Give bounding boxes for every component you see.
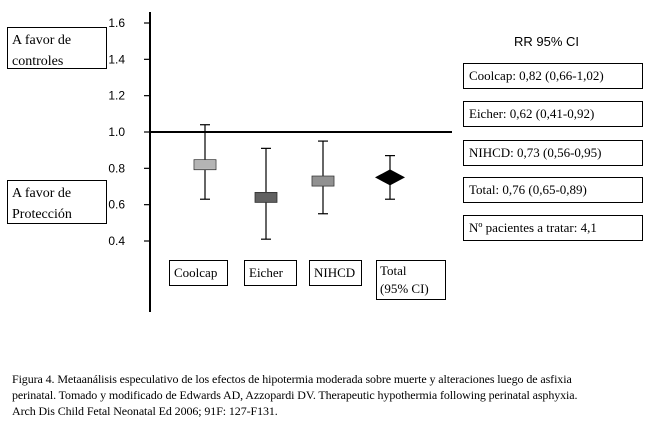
- point-estimate-0: [194, 160, 216, 170]
- point-estimate-1: [255, 192, 277, 202]
- favor-protection-line1: A favor de: [12, 186, 72, 201]
- legend-title: RR 95% CI: [514, 34, 580, 49]
- result-eicher: Eicher: 0,62 (0,41-0,92): [463, 101, 643, 127]
- caption-line2: perinatal. Tomado y modificado de Edwards AD, Azzopardi DV. Therapeutic hypothermia following perinatal asphyxia.: [12, 388, 578, 402]
- y-tick-label: 1.2: [108, 88, 125, 103]
- favor-controls-line2: controles: [12, 54, 64, 69]
- favor-controls-line1: A favor de: [12, 33, 72, 48]
- caption-line3: Arch Dis Child Fetal Neonatal Ed 2006; 91F: 127-F131.: [12, 404, 278, 418]
- y-tick-label: 1.0: [108, 125, 125, 139]
- result-total: Total: 0,76 (0,65-0,89): [463, 177, 643, 203]
- y-tick-label: 0.6: [108, 197, 125, 212]
- y-tick-label: 0.8: [108, 161, 125, 176]
- favor-protection-label: [7, 180, 107, 224]
- category-nihcd: NIHCD: [309, 260, 362, 286]
- y-tick-label: 0.4: [108, 234, 125, 248]
- category-total-line2: (95% CI): [380, 281, 429, 296]
- figure-caption: [12, 371, 642, 419]
- result-nnt: Nº pacientes a tratar: 4,1: [463, 215, 643, 241]
- y-tick-label: 1.6: [108, 16, 125, 30]
- category-eicher: Eicher: [244, 260, 297, 286]
- result-nihcd: NIHCD: 0,73 (0,56-0,95): [463, 140, 643, 166]
- category-total-line1: Total: [380, 263, 407, 278]
- favor-controls-label: [7, 27, 107, 69]
- point-estimate-total: [375, 169, 405, 185]
- result-coolcap: Coolcap: 0,82 (0,66-1,02): [463, 63, 643, 89]
- y-tick-label: 1.4: [108, 52, 125, 67]
- category-total: [376, 260, 446, 300]
- point-estimate-2: [312, 176, 334, 186]
- favor-protection-line2: Protección: [12, 207, 72, 222]
- caption-line1: Figura 4. Metaanálisis especulativo de los efectos de hipotermia moderada sobre muerte y alteraciones luego de asfixia: [12, 372, 572, 386]
- category-coolcap: Coolcap: [169, 260, 228, 286]
